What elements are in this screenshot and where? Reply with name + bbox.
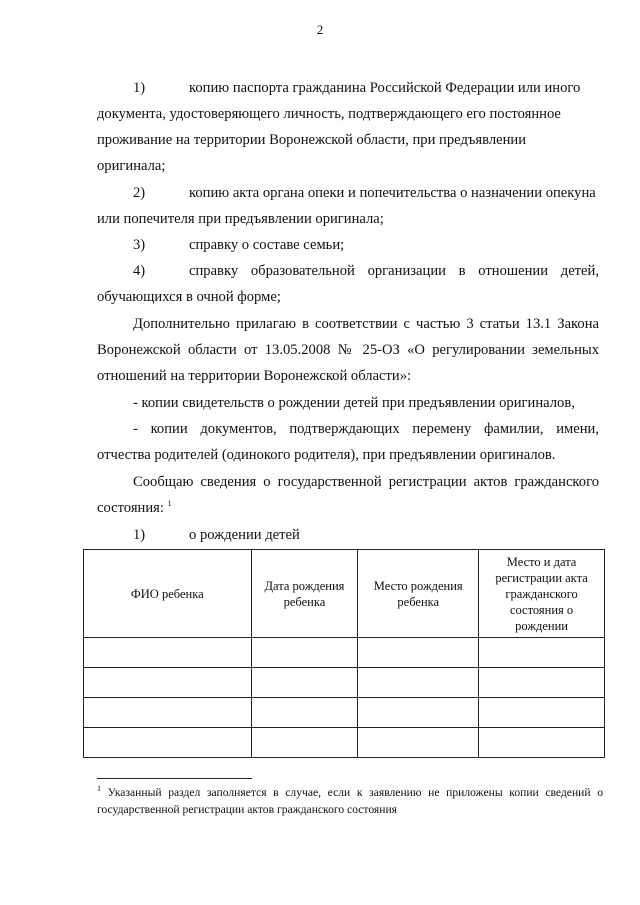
table-cell[interactable] xyxy=(251,668,358,698)
item-number: 1) xyxy=(133,80,146,96)
item-text-line: документа, удостоверяющего личность, подтверждающего его постоянное xyxy=(97,106,561,122)
footnote-reference: 1 xyxy=(167,499,172,509)
table-cell[interactable] xyxy=(358,698,479,728)
item-text-first: справку о составе семьи; xyxy=(189,237,345,253)
dash-item-line: отчества родителей (одинокого родителя), при предъявлении оригиналов. xyxy=(97,447,556,463)
footnote-mark: 1 xyxy=(97,784,101,794)
table-row xyxy=(84,728,605,758)
section-heading xyxy=(97,522,599,548)
footnote-text: Указанный раздел заполняется в случае, если к заявлению не приложены копии сведений о государственной регистрации актов гражданского состояния xyxy=(97,786,603,816)
dash-item-2 xyxy=(97,416,599,468)
birth-records-table xyxy=(83,549,605,758)
footnote xyxy=(97,784,603,818)
header-child-name: ФИО ребенка xyxy=(84,550,252,638)
table-cell[interactable] xyxy=(479,668,605,698)
dash-item-line: - копии свидетельств о рождении детей при предъявлении оригиналов, xyxy=(133,395,575,411)
list-item-4 xyxy=(97,258,599,310)
item-text-line: оригинала; xyxy=(97,158,166,174)
list-item-3 xyxy=(97,232,599,258)
table-cell[interactable] xyxy=(251,698,358,728)
table-row xyxy=(84,698,605,728)
table-cell[interactable] xyxy=(479,638,605,668)
additional-line: Дополнительно прилагаю в соответствии с частью 3 статьи 13.1 Закона xyxy=(133,316,599,332)
table-cell[interactable] xyxy=(84,728,252,758)
additional-paragraph xyxy=(97,311,599,389)
table-cell[interactable] xyxy=(358,728,479,758)
registration-line-1: Сообщаю сведения о государственной регистрации актов гражданского xyxy=(133,474,599,490)
header-registration: Место и дата регистрации акта гражданского состояния о рождении xyxy=(479,550,605,638)
item-text-line: или попечителя при предъявлении оригинала; xyxy=(97,211,384,227)
table-cell[interactable] xyxy=(84,638,252,668)
table-cell[interactable] xyxy=(479,698,605,728)
list-item-1 xyxy=(97,75,599,179)
item-text-first: справку образовательной организации в отношении детей, xyxy=(189,263,599,279)
table-row xyxy=(84,668,605,698)
item-number: 3) xyxy=(133,237,146,253)
registration-paragraph xyxy=(97,469,599,521)
table-cell[interactable] xyxy=(358,668,479,698)
table-cell[interactable] xyxy=(479,728,605,758)
item-text-line: обучающихся в очной форме; xyxy=(97,289,281,305)
item-text-first: копию акта органа опеки и попечительства о назначении опекуна xyxy=(189,185,596,201)
table-cell[interactable] xyxy=(251,728,358,758)
header-birth-date: Дата рождения ребенка xyxy=(251,550,358,638)
table-cell[interactable] xyxy=(84,698,252,728)
dash-item-line: - копии документов, подтверждающих перемену фамилии, имени, xyxy=(133,421,599,437)
item-number: 4) xyxy=(133,263,146,279)
item-text-line: проживание на территории Воронежской области, при предъявлении xyxy=(97,132,527,148)
header-birth-place: Место рождения ребенка xyxy=(358,550,479,638)
section-number: 1) xyxy=(133,527,146,543)
list-item-2 xyxy=(97,180,599,232)
table-cell[interactable] xyxy=(251,638,358,668)
item-number: 2) xyxy=(133,185,146,201)
table-header-row xyxy=(84,550,605,638)
page-number: 2 xyxy=(316,22,324,37)
table-cell[interactable] xyxy=(358,638,479,668)
additional-line: Воронежской области от 13.05.2008 № 25-ОЗ «О регулировании земельных xyxy=(97,342,599,358)
table-row xyxy=(84,638,605,668)
table-cell[interactable] xyxy=(84,668,252,698)
additional-line: отношений на территории Воронежской области»: xyxy=(97,368,412,384)
footnote-divider xyxy=(97,778,252,779)
section-title: о рождении детей xyxy=(189,527,300,543)
item-text-first: копию паспорта гражданина Российской Федерации или иного xyxy=(189,80,581,96)
dash-item-1 xyxy=(97,390,599,416)
registration-line-2: состояния: xyxy=(97,500,164,516)
